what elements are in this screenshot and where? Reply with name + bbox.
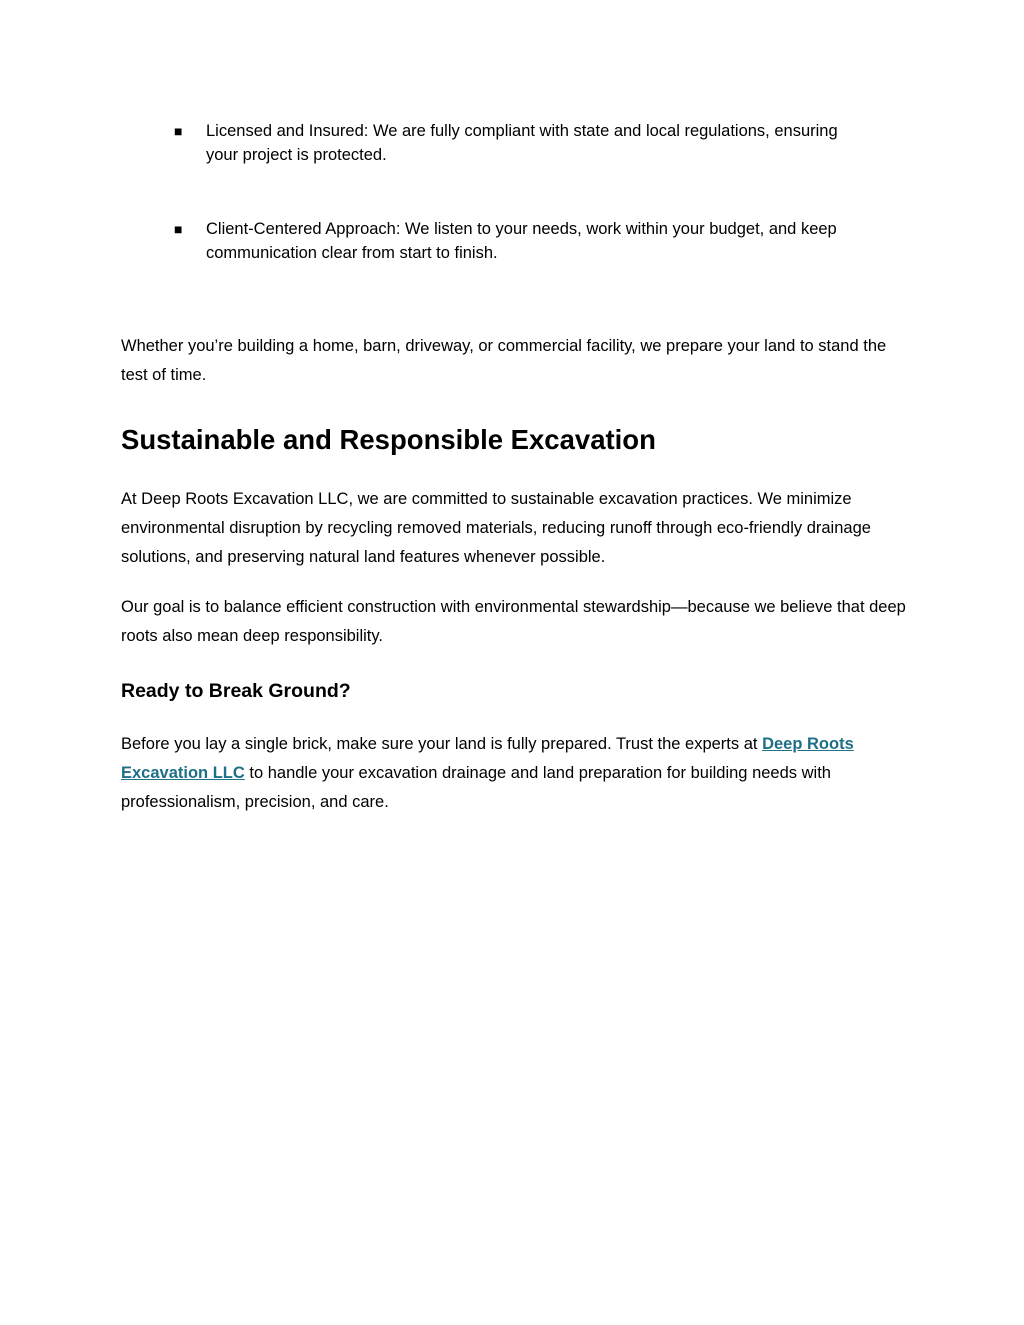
list-item-text: Client-Centered Approach: We listen to your needs, work within your budget, and keep communication clear from start to finish.: [206, 220, 837, 262]
section-paragraph-2: Our goal is to balance efficient construction with environmental stewardship—because we believe that deep roots also mean deep responsibility.: [121, 598, 906, 645]
section-paragraph-1: At Deep Roots Excavation LLC, we are committed to sustainable excavation practices. We minimize environmental disruption by recycling removed materials, reducing runoff through eco-friendly drainage solutions, and preserving natural land features whenever possible.: [121, 490, 871, 566]
list-item-text: Licensed and Insured: We are fully compliant with state and local regulations, ensuring your project is protected.: [206, 122, 838, 164]
cta-text-after: to handle your excavation drainage and land preparation for building needs with professionalism, precision, and care.: [121, 764, 831, 811]
square-bullet-icon: ■: [174, 221, 183, 237]
cta-text-before: Before you lay a single brick, make sure your land is fully prepared. Trust the experts at: [121, 735, 763, 753]
section-heading: Sustainable and Responsible Excavation: [121, 424, 656, 455]
cta-paragraph: [121, 730, 906, 817]
cta-heading: Ready to Break Ground?: [121, 680, 351, 702]
square-bullet-icon: ■: [174, 123, 183, 139]
list-item: [174, 119, 874, 167]
intro-paragraph: Whether you’re building a home, barn, driveway, or commercial facility, we prepare your land to stand the test of time.: [121, 337, 887, 384]
company-link[interactable]: Deep Roots Excavation LLC: [121, 735, 854, 782]
list-item: [174, 217, 874, 265]
